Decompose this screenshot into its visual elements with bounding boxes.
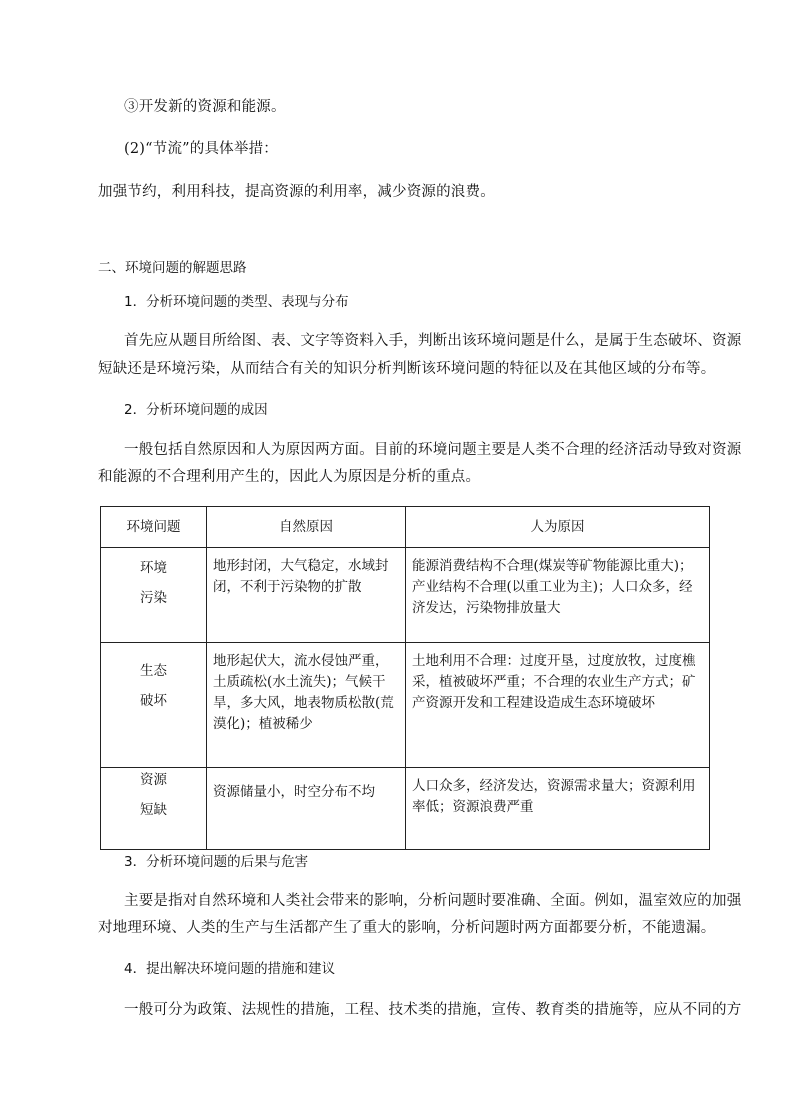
human-cause-text: 人口众多，经济发达，资源需求量大；资源利用率低；资源浪费严重 — [412, 778, 696, 815]
natural-cause-text: 资源储量小，时空分布不均 — [213, 784, 375, 800]
issue-cell — [101, 548, 207, 643]
paragraph-line: 和能源的不合理利用产生的，因此人为原因是分析的重点。 — [98, 469, 481, 485]
subsection-heading: 3．分析环境问题的后果与危害 — [124, 854, 309, 870]
paragraph-line: (2)“节流”的具体举措： — [124, 141, 278, 157]
human-cause-text: 能源消费结构不合理(煤炭等矿物能源比重大)；产业结构不合理(以重工业为主)；人口众多，经济发达，污染物排放量大 — [412, 558, 693, 616]
table-row — [101, 643, 710, 768]
natural-cause-text: 地形封闭，大气稳定，水域封闭，不利于污染物的扩散 — [213, 558, 389, 595]
issue-label: 短缺 — [140, 802, 167, 818]
natural-cause-cell — [207, 768, 406, 850]
environment-causes-table — [100, 506, 710, 850]
issue-label: 破坏 — [140, 693, 167, 709]
natural-cause-cell — [207, 548, 406, 643]
paragraph-line: 一般包括自然原因和人为原因两方面。目前的环境问题主要是人类不合理的经济活动导致对资源 — [124, 442, 742, 458]
subsection-heading: 2．分析环境问题的成因 — [124, 402, 268, 418]
table-header-row — [101, 507, 710, 548]
table-row — [101, 548, 710, 643]
paragraph-line: 首先应从题目所给图、表、文字等资料入手，判断出该环境问题是什么，是属于生态破坏、资源 — [124, 333, 742, 349]
paragraph-line: 短缺还是环境污染，从而结合有关的知识分析判断该环境问题的特征以及在其他区域的分布等。 — [98, 361, 716, 377]
table-header-cell: 环境问题 — [101, 507, 207, 548]
table-row — [101, 768, 710, 850]
section-heading: 二、环境问题的解题思路 — [98, 260, 247, 276]
paragraph-line: 主要是指对自然环境和人类社会带来的影响，分析问题时要准确、全面。例如，温室效应的加强 — [124, 893, 742, 909]
issue-cell — [101, 643, 207, 768]
natural-cause-text: 地形起伏大，流水侵蚀严重，土质疏松(水土流失)；气候干旱，多大风，地表物质松散(荒漠化)；植被稀少 — [213, 653, 394, 732]
issue-label: 资源 — [140, 772, 167, 788]
natural-cause-cell — [207, 643, 406, 768]
human-cause-cell — [406, 548, 710, 643]
issue-label: 环境 — [140, 560, 167, 576]
issue-label: 生态 — [140, 663, 167, 679]
subsection-heading: 4．提出解决环境问题的措施和建议 — [124, 961, 336, 977]
paragraph-line: 加强节约，利用科技，提高资源的利用率，减少资源的浪费。 — [98, 184, 495, 200]
paragraph-line: 对地理环境、人类的生产与生活都产生了重大的影响，分析问题时两方面都要分析，不能遗漏。 — [98, 920, 716, 936]
human-cause-cell — [406, 643, 710, 768]
table-header-cell: 人为原因 — [406, 507, 710, 548]
paragraph-line: ③开发新的资源和能源。 — [124, 99, 286, 115]
table-header-cell: 自然原因 — [207, 507, 406, 548]
human-cause-text: 土地利用不合理：过度开垦，过度放牧，过度樵采，植被破坏严重；不合理的农业生产方式；矿产资源开发和工程建设造成生态环境破坏 — [412, 653, 696, 711]
human-cause-cell — [406, 768, 710, 850]
paragraph-line: 一般可分为政策、法规性的措施，工程、技术类的措施，宣传、教育类的措施等，应从不同的方 — [124, 1002, 742, 1018]
issue-label: 污染 — [140, 590, 167, 606]
subsection-heading: 1．分析环境问题的类型、表现与分布 — [124, 294, 349, 310]
issue-cell — [101, 768, 207, 850]
